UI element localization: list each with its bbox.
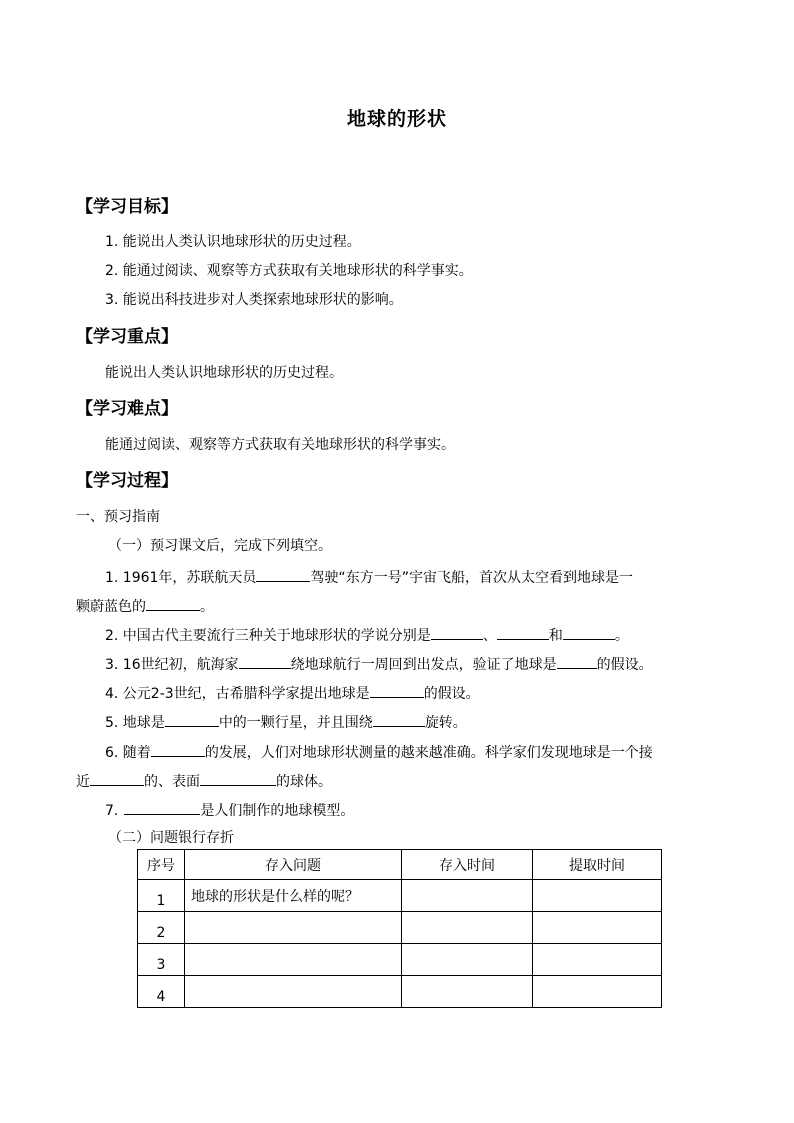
goal-item-1: 1. 能说出人类认识地球形状的历史过程。 xyxy=(105,234,361,250)
blank-q6-technology[interactable] xyxy=(151,742,205,757)
goal-item-2: 2. 能通过阅读、观察等方式获取有关地球形状的科学事实。 xyxy=(105,263,473,279)
question-bank-table xyxy=(137,849,662,1008)
table-row xyxy=(138,944,662,976)
sub2-title: （二）问题银行存折 xyxy=(108,830,234,846)
row-withdraw-time[interactable] xyxy=(533,912,662,944)
page-title: 地球的形状 xyxy=(346,108,447,130)
blank-q6-surface[interactable] xyxy=(200,771,276,786)
blank-q2-theory-1[interactable] xyxy=(431,625,483,640)
header-question: 存入问题 xyxy=(185,850,402,880)
blank-q3-navigator[interactable] xyxy=(239,654,291,669)
row-question[interactable] xyxy=(185,912,402,944)
part1-title: 一、预习指南 xyxy=(76,509,160,525)
row-deposit-time[interactable] xyxy=(402,912,533,944)
key-points-heading: 【学习重点】 xyxy=(76,327,178,347)
table-row xyxy=(138,976,662,1008)
row-deposit-time[interactable] xyxy=(402,976,533,1008)
question-1-line-1: 1. 1961年，苏联航天员 驾驶“东方一号”宇宙飞船，首次从太空看到地球是一 xyxy=(105,567,633,587)
row-question[interactable] xyxy=(185,976,402,1008)
blank-q1-astronaut[interactable] xyxy=(256,567,310,582)
row-withdraw-time[interactable] xyxy=(533,944,662,976)
table-row xyxy=(138,912,662,944)
row-question[interactable]: 地球的形状是什么样的呢？ xyxy=(185,880,402,912)
header-deposit-time: 存入时间 xyxy=(402,850,533,880)
question-7: 7. 是人们制作的地球模型。 xyxy=(105,800,354,820)
difficulties-text: 能通过阅读、观察等方式获取有关地球形状的科学事实。 xyxy=(105,437,455,453)
blank-q1-color[interactable] xyxy=(146,596,200,611)
blank-q3-shape[interactable] xyxy=(557,654,597,669)
row-withdraw-time[interactable] xyxy=(533,880,662,912)
process-heading: 【学习过程】 xyxy=(76,471,178,491)
row-number: 4 xyxy=(138,976,185,1008)
row-deposit-time[interactable] xyxy=(402,944,533,976)
blank-q4-hypothesis[interactable] xyxy=(370,683,424,698)
goal-item-3: 3. 能说出科技进步对人类探索地球形状的影响。 xyxy=(105,292,403,308)
question-5: 5. 地球是 中的一颗行星，并且围绕 旋转。 xyxy=(105,712,467,732)
blank-q5-system[interactable] xyxy=(165,712,219,727)
question-1-line-2: 颗蔚蓝色的 。 xyxy=(76,596,214,616)
table-row xyxy=(138,880,662,912)
difficulties-heading: 【学习难点】 xyxy=(76,399,178,419)
header-withdraw-time: 提取时间 xyxy=(533,850,662,880)
question-6-line-1: 6. 随着 的发展，人们对地球形状测量的越来越准确。科学家们发现地球是一个接 xyxy=(105,742,653,762)
header-number: 序号 xyxy=(138,850,185,880)
table-header-row xyxy=(138,850,662,880)
key-points-text: 能说出人类认识地球形状的历史过程。 xyxy=(105,365,343,381)
sub1-title: （一）预习课文后，完成下列填空。 xyxy=(108,538,332,554)
question-4: 4. 公元2-3世纪，古希腊科学家提出地球是 的假设。 xyxy=(105,683,480,703)
row-number: 3 xyxy=(138,944,185,976)
question-2: 2. 中国古代主要流行三种关于地球形状的学说分别是 、 和 。 xyxy=(105,625,629,645)
row-number: 1 xyxy=(138,880,185,912)
blank-q5-center[interactable] xyxy=(373,712,425,727)
row-number: 2 xyxy=(138,912,185,944)
blank-q2-theory-3[interactable] xyxy=(563,625,615,640)
row-deposit-time[interactable] xyxy=(402,880,533,912)
blank-q7-model[interactable] xyxy=(124,800,200,815)
row-question[interactable] xyxy=(185,944,402,976)
question-3: 3. 16世纪初，航海家 绕地球航行一周回到出发点，验证了地球是 的假设。 xyxy=(105,654,653,674)
row-withdraw-time[interactable] xyxy=(533,976,662,1008)
goals-heading: 【学习目标】 xyxy=(76,197,178,217)
blank-q6-shape[interactable] xyxy=(90,771,144,786)
question-6-line-2: 近 的、表面 的球体。 xyxy=(76,771,332,791)
blank-q2-theory-2[interactable] xyxy=(497,625,549,640)
